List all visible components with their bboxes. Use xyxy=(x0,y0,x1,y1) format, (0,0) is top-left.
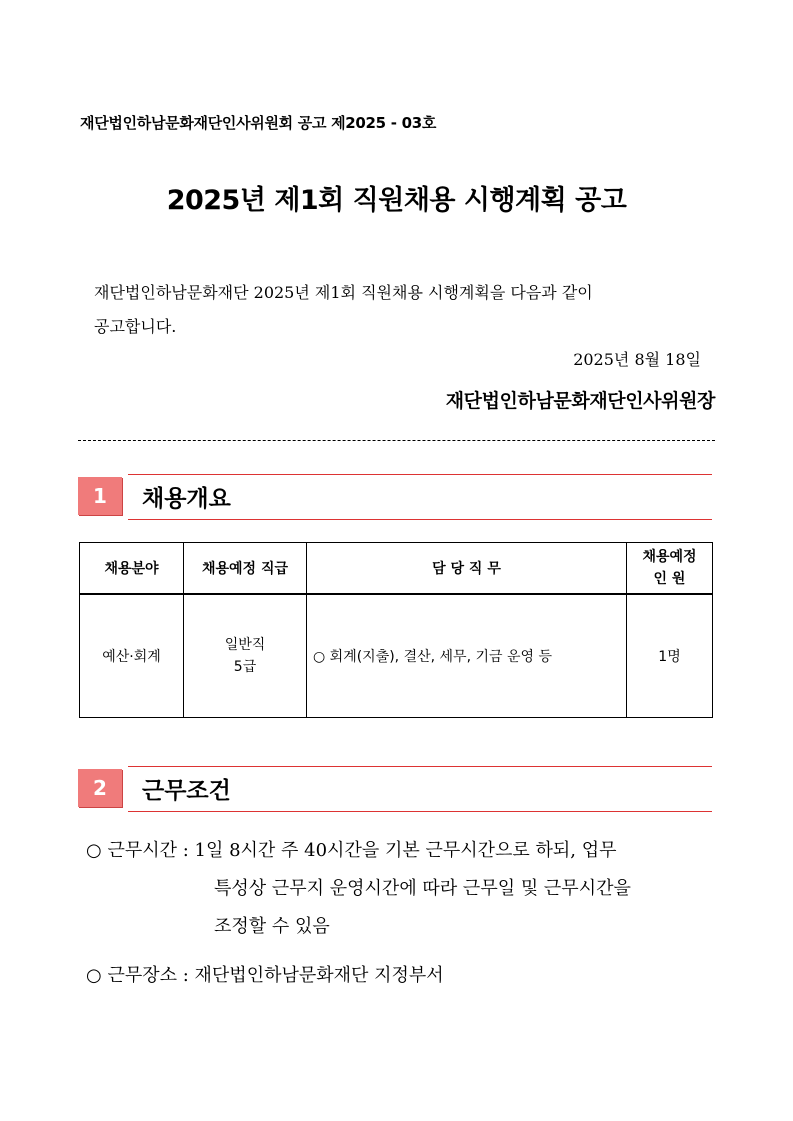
recruitment-table xyxy=(79,542,713,718)
header-count-line-2: 인 원 xyxy=(653,571,686,587)
header-count-line-1: 채용예정 xyxy=(642,549,697,565)
section-1-header xyxy=(78,474,712,520)
section-1-number: 1 xyxy=(78,477,122,515)
table-row xyxy=(80,594,713,718)
condition-work-hours-label: 근무시간 : xyxy=(107,840,189,861)
table-header-row xyxy=(80,543,713,595)
cell-field: 예산·회계 xyxy=(80,594,184,718)
section-2-number: 2 xyxy=(78,769,122,807)
bullet-circle-icon: ○ xyxy=(86,965,102,986)
bullet-circle-icon: ○ xyxy=(86,840,102,861)
condition-work-hours-line-1: 1일 8시간 주 40시간을 기본 근무시간으로 하되, 업무 xyxy=(194,840,617,861)
section-2-header xyxy=(78,766,712,812)
cell-grade-line-1: 일반직 xyxy=(224,637,266,653)
cell-duty: ○ 회계(지출), 결산, 세무, 기금 운영 등 xyxy=(307,594,627,718)
condition-work-hours-line-3: 조정할 수 있음 xyxy=(214,916,330,937)
cell-grade xyxy=(184,594,307,718)
condition-work-place-value: 재단법인하남문화재단 지정부서 xyxy=(194,965,444,986)
header-field: 채용분야 xyxy=(80,543,184,595)
condition-work-place xyxy=(86,957,444,995)
header-count xyxy=(627,543,713,595)
signer: 재단법인하남문화재단인사위원장 xyxy=(445,390,715,412)
intro-paragraph xyxy=(94,276,714,344)
condition-work-hours-line-2: 특성상 근무지 운영시간에 따라 근무일 및 근무시간을 xyxy=(214,878,631,899)
condition-work-place-label: 근무장소 : xyxy=(107,965,189,986)
intro-line-1: 재단법인하남문화재단 2025년 제1회 직원채용 시행계획을 다음과 같이 xyxy=(94,283,593,302)
header-duty: 담 당 직 무 xyxy=(307,543,627,595)
intro-line-2: 공고합니다. xyxy=(94,317,177,336)
condition-work-hours-continued xyxy=(214,870,719,946)
section-1-title: 채용개요 xyxy=(142,486,231,512)
notice-number: 재단법인하남문화재단인사위원회 공고 제2025 - 03호 xyxy=(80,114,437,132)
cell-count: 1명 xyxy=(627,594,713,718)
condition-work-hours xyxy=(86,832,616,870)
document-title: 2025년 제1회 직원채용 시행계획 공고 xyxy=(166,185,627,216)
dashed-divider xyxy=(78,440,715,441)
header-grade: 채용예정 직급 xyxy=(184,543,307,595)
cell-grade-line-2: 5급 xyxy=(233,659,257,675)
notice-date: 2025년 8월 18일 xyxy=(573,350,701,369)
section-2-title: 근무조건 xyxy=(142,778,231,804)
